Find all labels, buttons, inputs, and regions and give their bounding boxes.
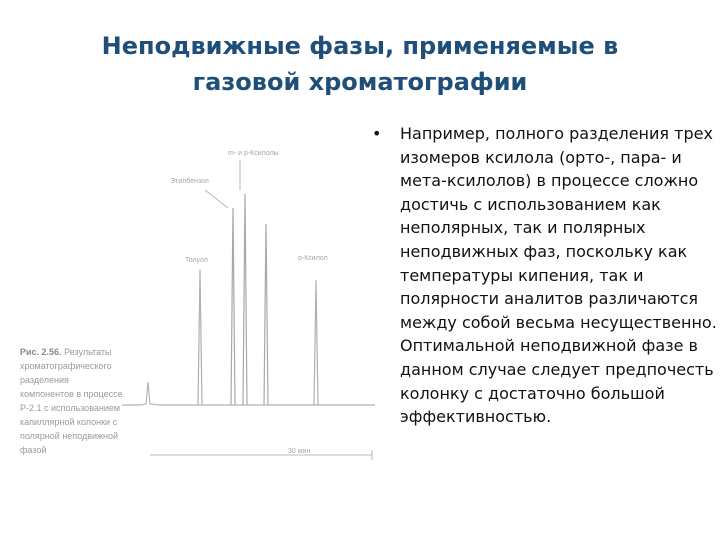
chromatogram-baseline (122, 382, 375, 405)
figure-caption-text: Результаты хроматографического разделения компонентов в процессе Р-2.1 с использованием капиллярной колонки с полярной неподвижной фазой (20, 347, 123, 455)
peak-o-xylene (314, 280, 318, 405)
label-o-xylene: o-Ксилол (298, 255, 328, 262)
bullet-text: Например, полного разделения трех изомеров ксилола (орто-, пара- и мета-ксилолов) в процессе сложно достичь с использованием как неполярных, так и полярных неподвижных фаз, поскольку как температуры кипения, так и полярности аналитов различаются между собой весьма несущественно. Оптимальной неподвижной фазе в данном случае следует предпочесть колонку с достаточно большой эффективностью. (400, 124, 717, 427)
label-m-p-xylene: m- и p-Ксилолы (228, 150, 279, 157)
chromatogram-figure (0, 150, 380, 480)
slide-title (60, 28, 660, 100)
peak-m-p-xylene-1 (243, 194, 247, 405)
label-ethylbenzene: Этилбензол (170, 178, 209, 185)
title-line-1: Неподвижные фазы, применяемые в (101, 32, 619, 60)
figure-caption-number: Рис. 2.56. (20, 347, 62, 357)
label-toluene: Толуол (185, 257, 208, 264)
arrow-ethylbenzene (205, 190, 228, 208)
time-label: 30 мин (288, 448, 311, 455)
peak-m-p-xylene-2 (264, 224, 268, 405)
figure-caption (20, 345, 125, 457)
peak-toluene (198, 270, 202, 405)
bullet-dot: • (372, 124, 382, 143)
peak-ethylbenzene (231, 208, 235, 405)
title-line-2: газовой хроматографии (192, 68, 528, 96)
bullet-paragraph (372, 122, 717, 429)
